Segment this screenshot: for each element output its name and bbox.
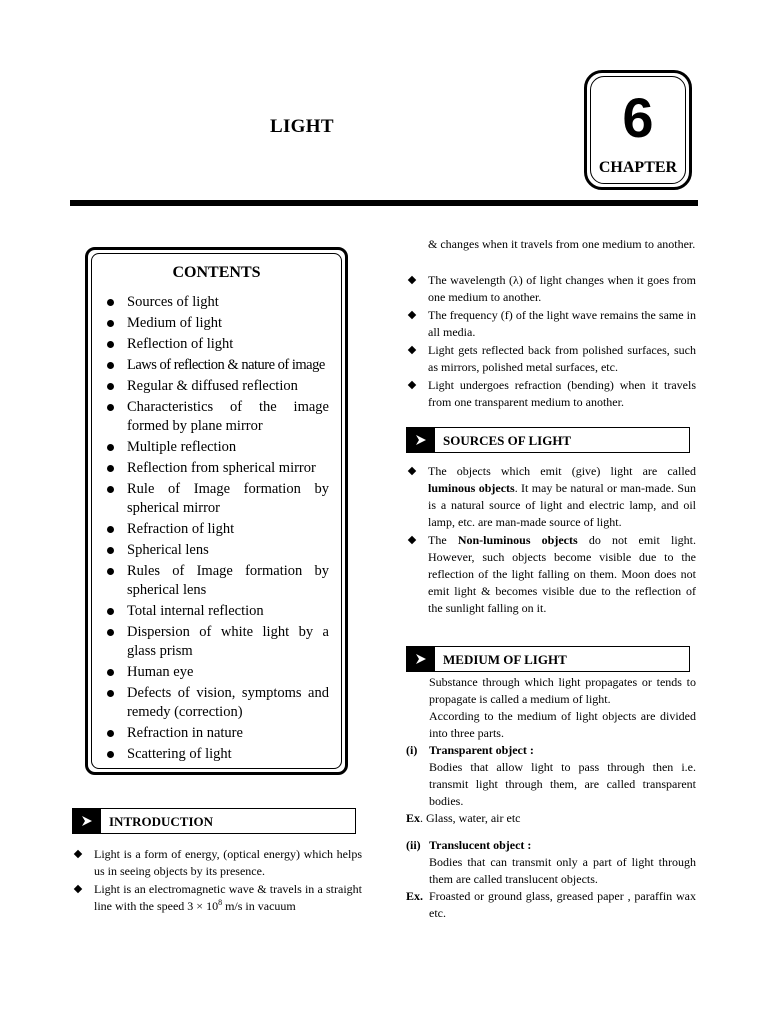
bullet-text: do not emit light. However, such objects become visible due to the reflection of the light falling on them. Moon does not emit light & becomes visible due to the reflection of the sunlight falling on it. (428, 533, 696, 615)
medium-definition: Substance through which light propagates or tends to propagate is called a medium of light. (429, 675, 696, 706)
arrow-icon-cell (407, 428, 435, 452)
properties-bullet: The wavelength (λ) of light changes when it goes from one medium to another. (406, 272, 696, 306)
translucent-example-label: Ex. (406, 889, 424, 903)
arrowhead-icon (415, 434, 427, 446)
contents-item: Spherical lens (102, 541, 329, 560)
contents-item: Defects of vision, symptoms and remedy (correction) (102, 684, 329, 722)
contents-box (85, 247, 348, 775)
contents-item: Rule of Image formation by spherical mirror (102, 480, 329, 518)
contents-item: Regular & diffused reflection (102, 377, 329, 396)
transparent-number: (i) (406, 743, 418, 757)
chapter-number: 6 (622, 86, 654, 149)
term-non-luminous: Non-luminous objects (457, 533, 578, 547)
properties-bullets (406, 272, 696, 411)
bullet-text: Light is an electromagnetic wave & travels in a straight line with the speed 3 × 10 (94, 882, 362, 913)
properties-bullet: Light undergoes refraction (bending) when it travels from one transparent medium to another. (406, 377, 696, 411)
term-luminous: luminous objects (428, 481, 515, 495)
exponent: 8 (218, 898, 223, 907)
example-label: Ex (406, 811, 421, 825)
page-title: LIGHT (270, 116, 334, 137)
contents-item: Multiple reflection (102, 438, 329, 457)
arrowhead-icon (415, 653, 427, 665)
introduction-bullet: Light is a form of energy, (optical energy) which helps us in seeing objects by its presence. (72, 846, 362, 880)
example-text: . Glass, water, air etc (420, 811, 521, 825)
contents-box-inner-border (91, 253, 342, 769)
header-rule (70, 200, 698, 206)
contents-item: Human eye (102, 663, 329, 682)
contents-item: Medium of light (102, 314, 329, 333)
properties-bullet: Light gets reflected back from polished surfaces, such as mirrors, polished metal surfaces, etc. (406, 342, 696, 376)
contents-item: Reflection of light (102, 335, 329, 354)
medium-heading (406, 646, 690, 672)
contents-item: Reflection from spherical mirror (102, 459, 329, 478)
contents-item: Scattering of light (102, 745, 329, 764)
arrowhead-icon (81, 815, 93, 827)
contents-item: Dispersion of white light by a glass prism (102, 623, 329, 661)
chapter-badge (584, 70, 692, 190)
properties-body (406, 272, 696, 412)
introduction-heading (72, 808, 356, 834)
contents-item: Total internal reflection (102, 602, 329, 621)
introduction-bullet (72, 881, 362, 915)
medium-heading-label: MEDIUM OF LIGHT (443, 652, 567, 667)
continuation-text: & changes when it travels from one medium to another. (428, 237, 696, 251)
bullet-text: The objects which emit (give) light are called (428, 464, 696, 478)
transparent-example (406, 810, 696, 827)
contents-item: Sources of light (102, 293, 329, 312)
contents-title: CONTENTS (172, 264, 261, 281)
sources-heading-label: SOURCES OF LIGHT (443, 433, 572, 448)
properties-bullet: The frequency (f) of the light wave remains the same in all media. (406, 307, 696, 341)
sources-heading (406, 427, 690, 453)
chapter-label: CHAPTER (598, 159, 678, 176)
translucent-description: Bodies that can transmit only a part of light through them are called translucent objects. (429, 855, 696, 886)
arrow-icon-cell (407, 647, 435, 671)
contents-item: Characteristics of the image formed by plane mirror (102, 398, 329, 436)
arrow-icon-cell (73, 809, 101, 833)
contents-item: Laws of reflection & nature of image (102, 356, 329, 375)
medium-classification: According to the medium of light objects are divided into three parts. (429, 709, 696, 740)
sources-body (406, 463, 696, 618)
translucent-example: Froasted or ground glass, greased paper , paraffin wax etc. (429, 889, 696, 920)
transparent-label: Transparent object : (429, 743, 534, 757)
sources-bullets (406, 463, 696, 617)
translucent-number: (ii) (406, 838, 421, 852)
bullet-text: m/s in vacuum (222, 899, 296, 913)
sources-bullet (406, 463, 696, 531)
bullet-text: The (428, 533, 458, 547)
introduction-body (72, 846, 362, 916)
contents-list (102, 293, 329, 766)
bullet-text: . It may be natural or man-made. Sun is a natural source of light and electric lamp, and oil lamp, etc. are man-made source of light. (428, 481, 696, 529)
introduction-heading-label: INTRODUCTION (109, 814, 214, 829)
sources-bullet (406, 532, 696, 617)
translucent-label: Translucent object : (429, 838, 532, 852)
introduction-bullets (72, 846, 362, 915)
transparent-description: Bodies that allow light to pass through then i.e. transmit light through them, are called transparent bodies. (429, 760, 696, 808)
contents-item: Rules of Image formation by spherical lens (102, 562, 329, 600)
chapter-badge-inner-border (590, 76, 686, 184)
contents-item: Refraction in nature (102, 724, 329, 743)
contents-item: Refraction of light (102, 520, 329, 539)
